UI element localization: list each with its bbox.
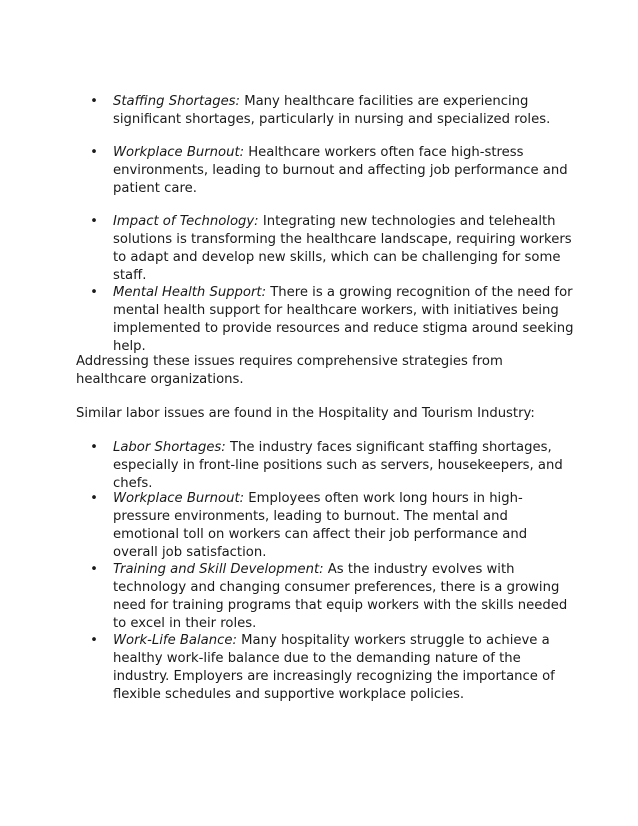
healthcare-issues-list-2 [0,144,638,198]
list-item [0,93,638,129]
bullet-icon: • [90,145,98,160]
bullet-icon: • [90,491,98,506]
intro-paragraph: Similar labor issues are found in the Hospitality and Tourism Industry: [76,406,535,421]
hospitality-issues-list [0,439,638,493]
item-text: Healthcare workers often face high-stress environments, leading to burnout and affecting job performance and patient care. [113,145,568,196]
bullet-icon: • [90,94,98,109]
item-text: As the industry evolves with technology and changing consumer preferences, there is a growing need for training programs that equip workers with the skills needed to excel in their roles. [113,562,568,631]
item-term: Impact of Technology: [113,214,259,229]
item-text: The industry faces significant staffing shortages, especially in front-line positions such as servers, housekeepers, and chefs. [113,440,563,491]
list-item [0,213,638,285]
list-item [0,439,638,493]
bullet-icon: • [90,285,98,300]
list-item [0,490,638,562]
list-item [0,284,638,356]
item-text: Employees often work long hours in high-pressure environments, leading to burnout. The mental and emotional toll on workers can affect their job performance and overall job satisfaction. [113,491,528,560]
hospitality-issues-list-2 [0,490,638,562]
item-text: Integrating new technologies and telehealth solutions is transforming the healthcare landscape, requiring workers to adapt and develop new skills, which can be challenging for some staff. [113,214,572,283]
item-term: Mental Health Support: [113,285,267,300]
item-term: Training and Skill Development: [113,562,324,577]
bullet-icon: • [90,214,98,229]
item-text: There is a growing recognition of the need for mental health support for healthcare workers, with initiatives being implemented to provide resources and reduce stigma around seeking help. [113,285,574,354]
bullet-icon: • [90,440,98,455]
list-item [0,561,638,633]
hospitality-issues-list-3 [0,561,638,633]
healthcare-issues-list-4 [0,284,638,356]
bullet-icon: • [90,633,98,648]
item-term: Work-Life Balance: [113,633,237,648]
healthcare-issues-list [0,93,638,129]
healthcare-issues-list-3 [0,213,638,285]
list-item [0,632,638,704]
summary-paragraph: Addressing these issues requires comprehensive strategies from healthcare organizations. [76,354,503,387]
list-item [0,144,638,198]
item-term: Labor Shortages: [113,440,226,455]
bullet-icon: • [90,562,98,577]
item-text: Many healthcare facilities are experiencing significant shortages, particularly in nursing and specialized roles. [113,94,551,127]
hospitality-issues-list-4 [0,632,638,704]
item-term: Workplace Burnout: [113,145,245,160]
item-term: Staffing Shortages: [113,94,240,109]
item-term: Workplace Burnout: [113,491,245,506]
item-text: Many hospitality workers struggle to achieve a healthy work-life balance due to the demanding nature of the industry. Employers are increasingly recognizing the importance of flexible schedules and supportive workplace policies. [113,633,555,702]
